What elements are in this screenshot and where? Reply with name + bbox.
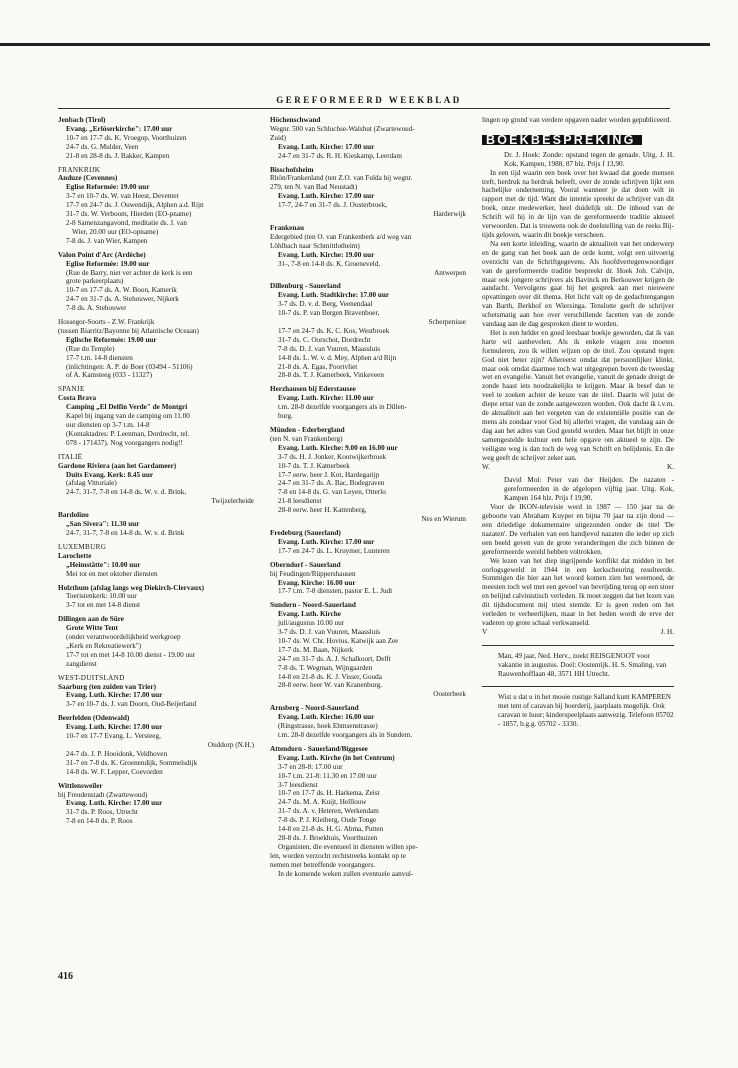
listing-line: Evang. Luth. Kirche: 17.00 uur bbox=[278, 537, 375, 546]
listing-line: zangdienst bbox=[66, 659, 97, 668]
listing-line: Oosterbeek bbox=[433, 690, 466, 699]
signature-right: J. H. bbox=[660, 627, 674, 636]
listing-line: 10-7 en 17-7 ds. K. Vroegop, Voorthuizen bbox=[66, 133, 187, 142]
book2-signature bbox=[482, 628, 674, 637]
location-heading: Fredeburg (Sauerland) bbox=[270, 528, 341, 537]
location-heading: Gardone Riviera (aan het Gardameer) bbox=[58, 461, 177, 470]
listing-line: juli/augustus 10.00 uur bbox=[278, 619, 345, 628]
listing-line: 10-7 ds. W. Chr. Hovius, Katwijk aan Zee bbox=[278, 636, 399, 645]
page-number: 416 bbox=[58, 971, 73, 982]
listing-line: Nes en Wierum bbox=[421, 515, 466, 524]
location-heading: Jenbach (Tirol) bbox=[58, 116, 106, 124]
listing-line: Evang. Luth. Kirche: 17.00 uur bbox=[278, 192, 375, 201]
listing-line: (Rue du Temple) bbox=[66, 344, 115, 353]
book1-paragraph: In een tijd waarin een boek over het kwaad dat goede mensen treft, herdruk na herdruk beleeft, over de zonde schrijven lijkt een hachelijke onderneming. Vooral wanneer je dat doen wilt in rapport met de tijd. Want die intentie spreekt de schrijver van dit boek, onze medewerker, heel duidelijk uit. De inhoud van de Schrift wil hij in de lijn van de gereformeerde traditie aktueel verwoorden. Dat is trouwens ook de doelstelling van de reeks Bij-tijds geloven, waarin dit boekje verscheen. bbox=[482, 168, 674, 239]
classified-ad-travel-companion: Man, 49 jaar, Ned. Herv., zoekt REISGENOOT voor vakantie in augustus. Doel: Oostenrijk. H. S. Smaling, van Rauwenhofflaan 48, 3571 HH Utrecht. bbox=[498, 651, 667, 678]
listing-line: 3-7 leesdienst bbox=[278, 780, 318, 789]
book1-body bbox=[482, 169, 674, 463]
column-middle-church-services bbox=[270, 116, 466, 879]
ad-divider bbox=[482, 686, 674, 687]
location-heading: Beerfelden (Odenwald) bbox=[58, 714, 130, 723]
review-heading: BOEKBESPREKING bbox=[482, 135, 642, 145]
signature-left: W. bbox=[482, 462, 490, 471]
listing-line: In de komende weken zullen eventuele aanvul- bbox=[278, 869, 414, 878]
listing-line: 17-7 en 24-7 ds. L. Kruymer, Lunteren bbox=[278, 546, 390, 555]
location-heading: Wittlensweiler bbox=[58, 781, 103, 790]
location-heading: Costa Brava bbox=[58, 394, 97, 403]
listing-line: (Kontaktadres: P. Leenman, Dordrecht, tel. bbox=[66, 429, 190, 438]
listing-line: „Kerk en Rekreatiewerk") bbox=[66, 641, 142, 650]
listing-line: 279, ten N. van Bad Neustadt) bbox=[270, 183, 358, 192]
listing-line: 3-7 tot en met 14-8 dienst bbox=[66, 601, 141, 610]
listing-line: 17-7 ds. M. Baan, Nijkerk bbox=[278, 645, 354, 654]
signature-left: V bbox=[482, 627, 488, 636]
listing-line: „Heimstätte": 10.00 uur bbox=[66, 560, 141, 569]
listing-line: 31-7 ds. C. Oorschot, Dordrecht bbox=[278, 335, 371, 344]
location-heading: Höchenschwand bbox=[270, 116, 321, 124]
location-heading: Dillenburg - Sauerland bbox=[270, 282, 341, 291]
listing-line: Eglise Reformée: 19.00 uur bbox=[66, 183, 150, 192]
listing-line: 2-8 Samenzangavond, meditatie ds. J. van bbox=[66, 218, 187, 227]
listing-line: (onder verantwoordelijkheid werkgroep bbox=[66, 633, 181, 642]
listing-line: Camping „El Delfin Verde" de Montgri bbox=[66, 403, 188, 412]
listing-line: t.m. 28-8 dezelfde voorgangers als in Sundern. bbox=[278, 731, 413, 739]
listing-line: Wier, 20.00 uur (EO-opname) bbox=[72, 227, 159, 236]
listing-line: 31-7 ds. P. Roos, Utrecht bbox=[66, 808, 138, 817]
listing-line: Ouddorp (N.H.) bbox=[207, 741, 254, 749]
listing-line: Löhlbach naar Schmittlotheim) bbox=[270, 241, 360, 250]
listing-line: 24-7, 31-7, 7-8 en 14-8 ds. W. v. d. Brink bbox=[66, 528, 185, 537]
listing-line: 7-8 ds. J. van Wier, Kampen bbox=[66, 236, 148, 245]
listing-line: Evang. Luth. Kirche: 17.00 uur bbox=[278, 142, 375, 151]
listing-line: 28-8 eerw. heer H. Kattenberg, bbox=[278, 506, 367, 515]
listing-line: 21-8 ds. A. Egas, Poortvliet bbox=[278, 362, 358, 371]
listing-line: bij Freudenstadt (Zwartewoud) bbox=[58, 790, 148, 799]
location-heading: Attendorn - Sauerland/Biggesee bbox=[270, 744, 368, 753]
listing-line: Eglise Reformée: 19.00 uur bbox=[66, 259, 150, 268]
listing-line: 24-7 en 31-7 ds. A. Bac, Bodegraven bbox=[278, 479, 385, 488]
listing-line: 31-, 7-8 en 14-8 ds. K. Groeneveld, bbox=[278, 259, 381, 268]
listing-line: Hossegor-Soorts - Z.W. Frankrijk bbox=[58, 318, 155, 327]
listing-line: 17-7 t.m. 14-8 diensten bbox=[66, 353, 133, 362]
listing-line: 24-7, 31-7, 7-8 en 14-8 ds. W. v. d. Brink, bbox=[66, 488, 187, 497]
listing-line: 17-7, 24-7 en 31-7 ds. J. Oosterbroek, bbox=[278, 201, 387, 210]
signature-right: K. bbox=[667, 462, 674, 471]
listing-line: Evang. Luth. Kirche: 16.00 uur bbox=[278, 713, 375, 722]
listing-line: WEST-DUITSLAND bbox=[58, 673, 125, 682]
listing-line: 24-7 en 31-7 ds. A. J. Schalkoort, Delft bbox=[278, 654, 391, 663]
listing-line: Evang. Luth. Kirche: 9.00 en 16.00 uur bbox=[278, 443, 398, 452]
listing-line: 3-7 ds. D. v. d. Berg, Veenendaal bbox=[278, 300, 373, 309]
listing-line: (afslag Vittoriale) bbox=[66, 479, 117, 488]
listing-line: (Ringstrasse, hoek Ehmsenstrasse) bbox=[278, 722, 378, 731]
listing-line: Toeristenkerk: 10.00 uur bbox=[66, 592, 137, 601]
listing-line: nemen met betreffende voorgangers. bbox=[270, 860, 376, 869]
listing-line: Zuid) bbox=[270, 133, 286, 142]
location-heading: Valon Point d'Arc (Ardèche) bbox=[58, 250, 146, 259]
location-heading: Anduze (Cevennes) bbox=[58, 174, 118, 183]
listing-line: 24-7 en 31-7 ds. R. H. Kieskamp, Leerdam bbox=[278, 151, 402, 160]
classified-ad-camping: Wist u dat u in het mooie rustige Salland kunt KAMPEREN met tent of caravan bij boerderij, jaarplaats mogelijk. Ook caravan te huur; kinderspeelplaats aanwezig. Telefoon 05702 - 1857, b.g.g. 05702 - 3330. bbox=[498, 693, 674, 729]
book1-reference: Dr. J. Hoek: Zonde: opstand tegen de genade. Uitg. J. H. Kok, Kampen, 1988, 87 blz. Prijs f 13,90. bbox=[504, 150, 674, 168]
listing-line: 3-7 ds. D. J. van Vuuren, Maassluis bbox=[278, 628, 381, 637]
listing-line: 7-8 en 14-8 ds. P. Roos bbox=[66, 817, 133, 826]
location-heading: Bardolino bbox=[58, 511, 89, 520]
listing-line: bij Feudingen/Rüppershausen bbox=[270, 569, 356, 578]
listing-line: Duits Evang. Kerk: 8.45 uur bbox=[66, 470, 154, 479]
listing-line: 31-7 ds. A. v. Heteren, Werkendam bbox=[278, 807, 379, 816]
book2-paragraph: We lezen van het diep ingrijpende konflikt dat midden in het oorlogsgeweld in 1944 in een kerkscheuring resulteerde. Sommigen die hier aan het woord komen zien het weemoed, de meesten toch wel met een gevoel van bevrijding terug op een stoer en belijnd calvinistisch verleden. Ik moet zeggen dat het lezen van dit tijdsdocument mij triest stemde. Er is geen reden om het verleden te verheerlijken, maar in het heden wordt de erve der vaderen op grote schaal verkwanseld. bbox=[482, 556, 674, 627]
listing-line: 10-7 t.m. 21-8: 11.30 en 17.00 uur bbox=[278, 771, 377, 780]
column-left-church-services bbox=[58, 116, 254, 826]
listing-line: uur diensten op 3-7 t.m. 14-8 bbox=[66, 421, 150, 429]
listing-line: Mei tot en met oktober diensten bbox=[66, 569, 158, 578]
location-heading: Dillingen aan de Süre bbox=[58, 615, 124, 624]
listing-line: 21-8 en 28-8 ds. J. Bakker, Kampen bbox=[66, 151, 170, 160]
listing-line: 28-8 ds. J. Broekhuis, Voorthuizen bbox=[278, 833, 378, 842]
listing-line: Antwerpen bbox=[434, 268, 466, 277]
listing-line: burg. bbox=[278, 412, 293, 421]
listing-line: Evang. Luth. Kirche bbox=[278, 610, 341, 619]
location-heading: Saarburg (ten zuiden van Trier) bbox=[58, 682, 156, 691]
listing-line: of A. Kamsteeg (033 - 11327) bbox=[66, 371, 152, 380]
listing-line: grote parkeerplaats) bbox=[66, 277, 124, 286]
listing-line: 14-8 ds. W. F. Lepper, Coevorden bbox=[66, 767, 163, 776]
listing-line: 7-8 ds. D. J. van Vuuren, Maassluis bbox=[278, 344, 381, 353]
column-right-book-reviews bbox=[482, 116, 674, 729]
listing-line: Organisten, die eventueel in diensten willen spe- bbox=[278, 842, 418, 851]
listing-line: (Rue de Barry, niet ver achter de kerk is een bbox=[66, 268, 193, 277]
location-heading: Arnsberg - Noord-Sauerland bbox=[270, 704, 359, 713]
listing-line: Grote Witte Tent bbox=[66, 624, 118, 633]
listing-line: Wegnr. 500 van Schluchse-Walshut (Zwartewoud- bbox=[270, 124, 415, 133]
header-rule bbox=[58, 108, 670, 109]
location-heading: Holzthum (afslag langs weg Diekirch-Clervaux) bbox=[58, 583, 205, 592]
listing-line: t.m. 28-8 dezelfde voorgangers als in Dillen- bbox=[278, 403, 407, 412]
listing-line: 24-7 en 31-7 ds. A. Stehouwer, Nijkerk bbox=[66, 295, 179, 304]
book1-signature bbox=[482, 463, 674, 472]
listing-line: len, worden verzocht rechtstreeks kontakt op te bbox=[270, 851, 406, 860]
listing-line: 17-7 tot en met 14-8 10.00 dienst - 19.00 uur bbox=[66, 650, 196, 659]
listing-line: 3-7 ds. H. J. Jonker, Kootwijkerbroek bbox=[278, 452, 387, 461]
listing-line: Evang. Luth. Stadtkirche: 17.00 uur bbox=[278, 291, 390, 300]
listing-line: 28-8 eerw. heer W. van Kranenburg, bbox=[278, 681, 382, 690]
top-rule bbox=[0, 43, 710, 46]
listing-line: 10-7 en 17-7 ds. A. W. Boon, Kamerik bbox=[66, 286, 177, 295]
listing-line: 17-7 eerw. heer J. Kot, Hardegarijp bbox=[278, 470, 380, 479]
listing-line: ITALIË bbox=[58, 452, 83, 461]
listing-line: 24-7 ds. G. Mulder, Veen bbox=[66, 142, 139, 151]
ad-divider bbox=[482, 645, 674, 646]
listing-line: 7-8 ds. T. Wegman, Wijngaarden bbox=[278, 663, 373, 672]
book1-paragraph: Het is een helder en goed leesbaar boekje geworden, dat ik van harte wil aanbevelen. Als ik enkele vragen zou moeten formuleren, zou ik willen wijzen op de titel. Zou opstand tegen God niet beter zijn? Allereerst omdat dat persoonlijker klinkt, maar ook omdat daarmee toch wat uitgegrepen boven de tweeslag wet en evangelie. Vanuit het evangelie, vanuit de genade dreigt de zonde haast iets noodzakelijks te krijgen. Maar ik besef dan te veel te zoeken achter de keuze van de titel. Daarin wil juist de diepe ernst van de zonde aangewezen worden. Ook dacht ik i.v.m. de aktualiteit aan het vergeten van de existentiële positie van de mens als zondaar voor God bij allerlei vragen, die vandaag aan de dag aan het adres van God gesteld worden. Maar het blijft in onze samengestelde kultuur een hele opgave om aktueel te zijn. De veiligste weg is dan toch de weg van Schrift en belijdenis. En die weg geeft de schrijver zeker aan. bbox=[482, 328, 674, 462]
listing-line: 14-8 en 21-8 ds. K. J. Visser, Gouda bbox=[278, 672, 382, 681]
listing-line: 17-7 en 24-7 ds. K. C. Kos, Westbroek bbox=[278, 326, 390, 335]
listing-line: 7-8 ds. A. Stehouwer bbox=[66, 304, 127, 313]
listing-line: LUXEMBURG bbox=[58, 542, 107, 551]
listing-line: 3-7 en 10-7 ds. J. van Doorn, Oud-Beijerland bbox=[66, 700, 197, 709]
listing-line: 7-8 en 14-8 ds. G. van Leyen, Otterlo bbox=[278, 488, 386, 497]
location-heading: Oberndorf - Sauerland bbox=[270, 560, 341, 569]
location-heading: Münden - Ederbergland bbox=[270, 426, 345, 434]
location-heading: Bisschofsheim bbox=[270, 165, 314, 174]
listing-line: 3-7 en 10-7 ds. W. van Heest, Deventer bbox=[66, 192, 179, 201]
listing-line: (tussen Biarritz/Bayonne bij Atlantische Oceaan) bbox=[58, 326, 199, 335]
listing-line: Evang. Luth. Kirche: 11.00 uur bbox=[278, 394, 374, 403]
listing-line: 21-8 leesdienst bbox=[278, 497, 322, 506]
listing-line: Scherpenisse bbox=[428, 318, 466, 327]
listing-line: Evang. Luth. Kirche: 17.00 uur bbox=[66, 691, 163, 700]
listing-line: 14-8 en 21-8 ds. H. G. Abma, Putten bbox=[278, 825, 384, 834]
listing-line: 14-8 ds. L. W. v. d. Mey, Alphen a/d Rijn bbox=[278, 353, 397, 362]
listing-line: 31-7 ds. W. Verboom, Hierden (EO-pname) bbox=[66, 210, 192, 219]
listing-line: Evang. „Erlöserkirche": 17.00 uur bbox=[66, 124, 173, 133]
listing-line: 3-7 en 28-8: 17.00 uur bbox=[278, 762, 343, 771]
listing-line: 10-7 en 17-7 Evang. L. Versteeg, bbox=[66, 732, 161, 741]
listing-line: Harderwijk bbox=[433, 210, 466, 219]
book2-reference: David Mol: Peter van der Heijden. De nazaten - gereformeerden in de afgelopen vijftig jaar. Uitg. Kok, Kampen 164 blz. Prijs f 19,90. bbox=[504, 476, 674, 503]
listing-line: Twijzelerheide bbox=[211, 497, 254, 506]
listing-line: Evang. Luth. Kirche: 17.00 uur bbox=[66, 723, 163, 732]
location-heading: Larochette bbox=[58, 551, 92, 560]
listing-line: Kapel bij ingang van de camping om 11.00 bbox=[66, 412, 190, 421]
listing-line: Evang. Luth. Kirche (in het Centrum) bbox=[278, 753, 395, 762]
listing-line: FRANKRIJK bbox=[58, 165, 101, 174]
listing-line: 10-7 ds. T. J. Kamerbeek bbox=[278, 461, 350, 470]
book2-paragraph: Voor de IKON-televisie werd in 1987 — 150 jaar na de geboorte van Abraham Kuyper en bijna 70 jaar na zijn dood — een driedelige dokumentaire uitgezonden onder de titel 'De nazaten'. De verhalen van een handjevol nazaten die ieder op zich een beeld geven van de grote veranderingen die zich binnen de gereformeerde wereld hebben voltrokken. bbox=[482, 503, 674, 556]
listing-line: (ten N. van Frankenberg) bbox=[270, 434, 343, 443]
page-header: GEREFORMEERD WEEKBLAD bbox=[276, 95, 462, 105]
listing-line: 078 - 171437). Nog voorgangers nodig!! bbox=[66, 438, 183, 447]
location-heading: Sundern - Noord-Sauerland bbox=[270, 601, 356, 610]
book2-body bbox=[482, 503, 674, 628]
listing-line: Edergebied (ten O. van Frankenberk a/d weg van bbox=[270, 232, 412, 241]
listing-line: 10-7 ds. P. van Bergen Bravenboer, bbox=[278, 309, 380, 318]
listing-line: Rhön/Frankenland (ten Z.O. van Fulda bij wegnr. bbox=[270, 174, 413, 183]
listing-line: 10-7 en 17-7 ds. H. Harkema, Zeist bbox=[278, 789, 380, 798]
listing-line: SPANJE bbox=[58, 385, 85, 394]
listing-continuation: lingen op grond van verdere opgaven nader worden gepubliceerd. bbox=[482, 116, 671, 124]
book1-paragraph: Na een korte inleiding, waarin de aktualiteit van het onderwerp en de gang van het boek aan de orde komt, volgt een uitvoerig overzicht van de Schriftgegevens. Als hoofdvertegenwoordiger van de gereformeerde traditie bespreekt dr. Hoek Joh. Calvijn, maar ook jongere schrijvers als Bavinck en Berkouwer krijgen de aandacht. Vervolgens gaat hij het gesprek aan met nieuwere opvattingen over dit thema. Het licht valt op de gedachtengangen van Barth, Berkhof en Wiersinga. Tenslotte geeft de schrijver schetsmatig aan hoe over verschillende facetten van de zonde vandaag aan de dag gesproken dient te worden. bbox=[482, 239, 674, 329]
listing-line: Eglische Reformée: 19.00 uur bbox=[66, 335, 157, 344]
listing-line: Evang. Kirche: 16.00 uur bbox=[278, 578, 356, 587]
location-heading: Frankenau bbox=[270, 223, 304, 232]
listing-line: 17-7 t.m. 7-8 diensten, pastor E. L. Judt bbox=[278, 587, 393, 596]
listing-line: 28-8 ds. T. J. Kamerbeek, Vinkeveen bbox=[278, 371, 384, 380]
listing-line: 31-7 en 7-8 ds. K. Groenendijk, Sommelsdijk bbox=[66, 758, 198, 767]
location-heading: Herzhausen bij Ederstausee bbox=[270, 385, 356, 394]
listing-line: 17-7 en 24-7 ds. J. Ouwendijk, Alphen a.d. Rijn bbox=[66, 201, 204, 210]
listing-line: (inlichtingen: A. P. de Boer (03494 - 51106) bbox=[66, 362, 193, 371]
listing-line: 7-8 ds. P. J. Kleiberg, Oude Tonge bbox=[278, 816, 377, 825]
listing-line: 24-7 ds. M. A. Kuijt, Helllouw bbox=[278, 798, 367, 807]
listing-line: „San Sivera": 11.30 uur bbox=[66, 520, 140, 529]
listing-line: Evang. Luth. Kirche: 17.00 uur bbox=[66, 799, 163, 808]
listing-line: Evang. Luth. Kirche: 19.00 uur bbox=[278, 250, 375, 259]
listing-line: 24-7 ds. J. P. Hooidonk, Veldhoven bbox=[66, 749, 168, 758]
